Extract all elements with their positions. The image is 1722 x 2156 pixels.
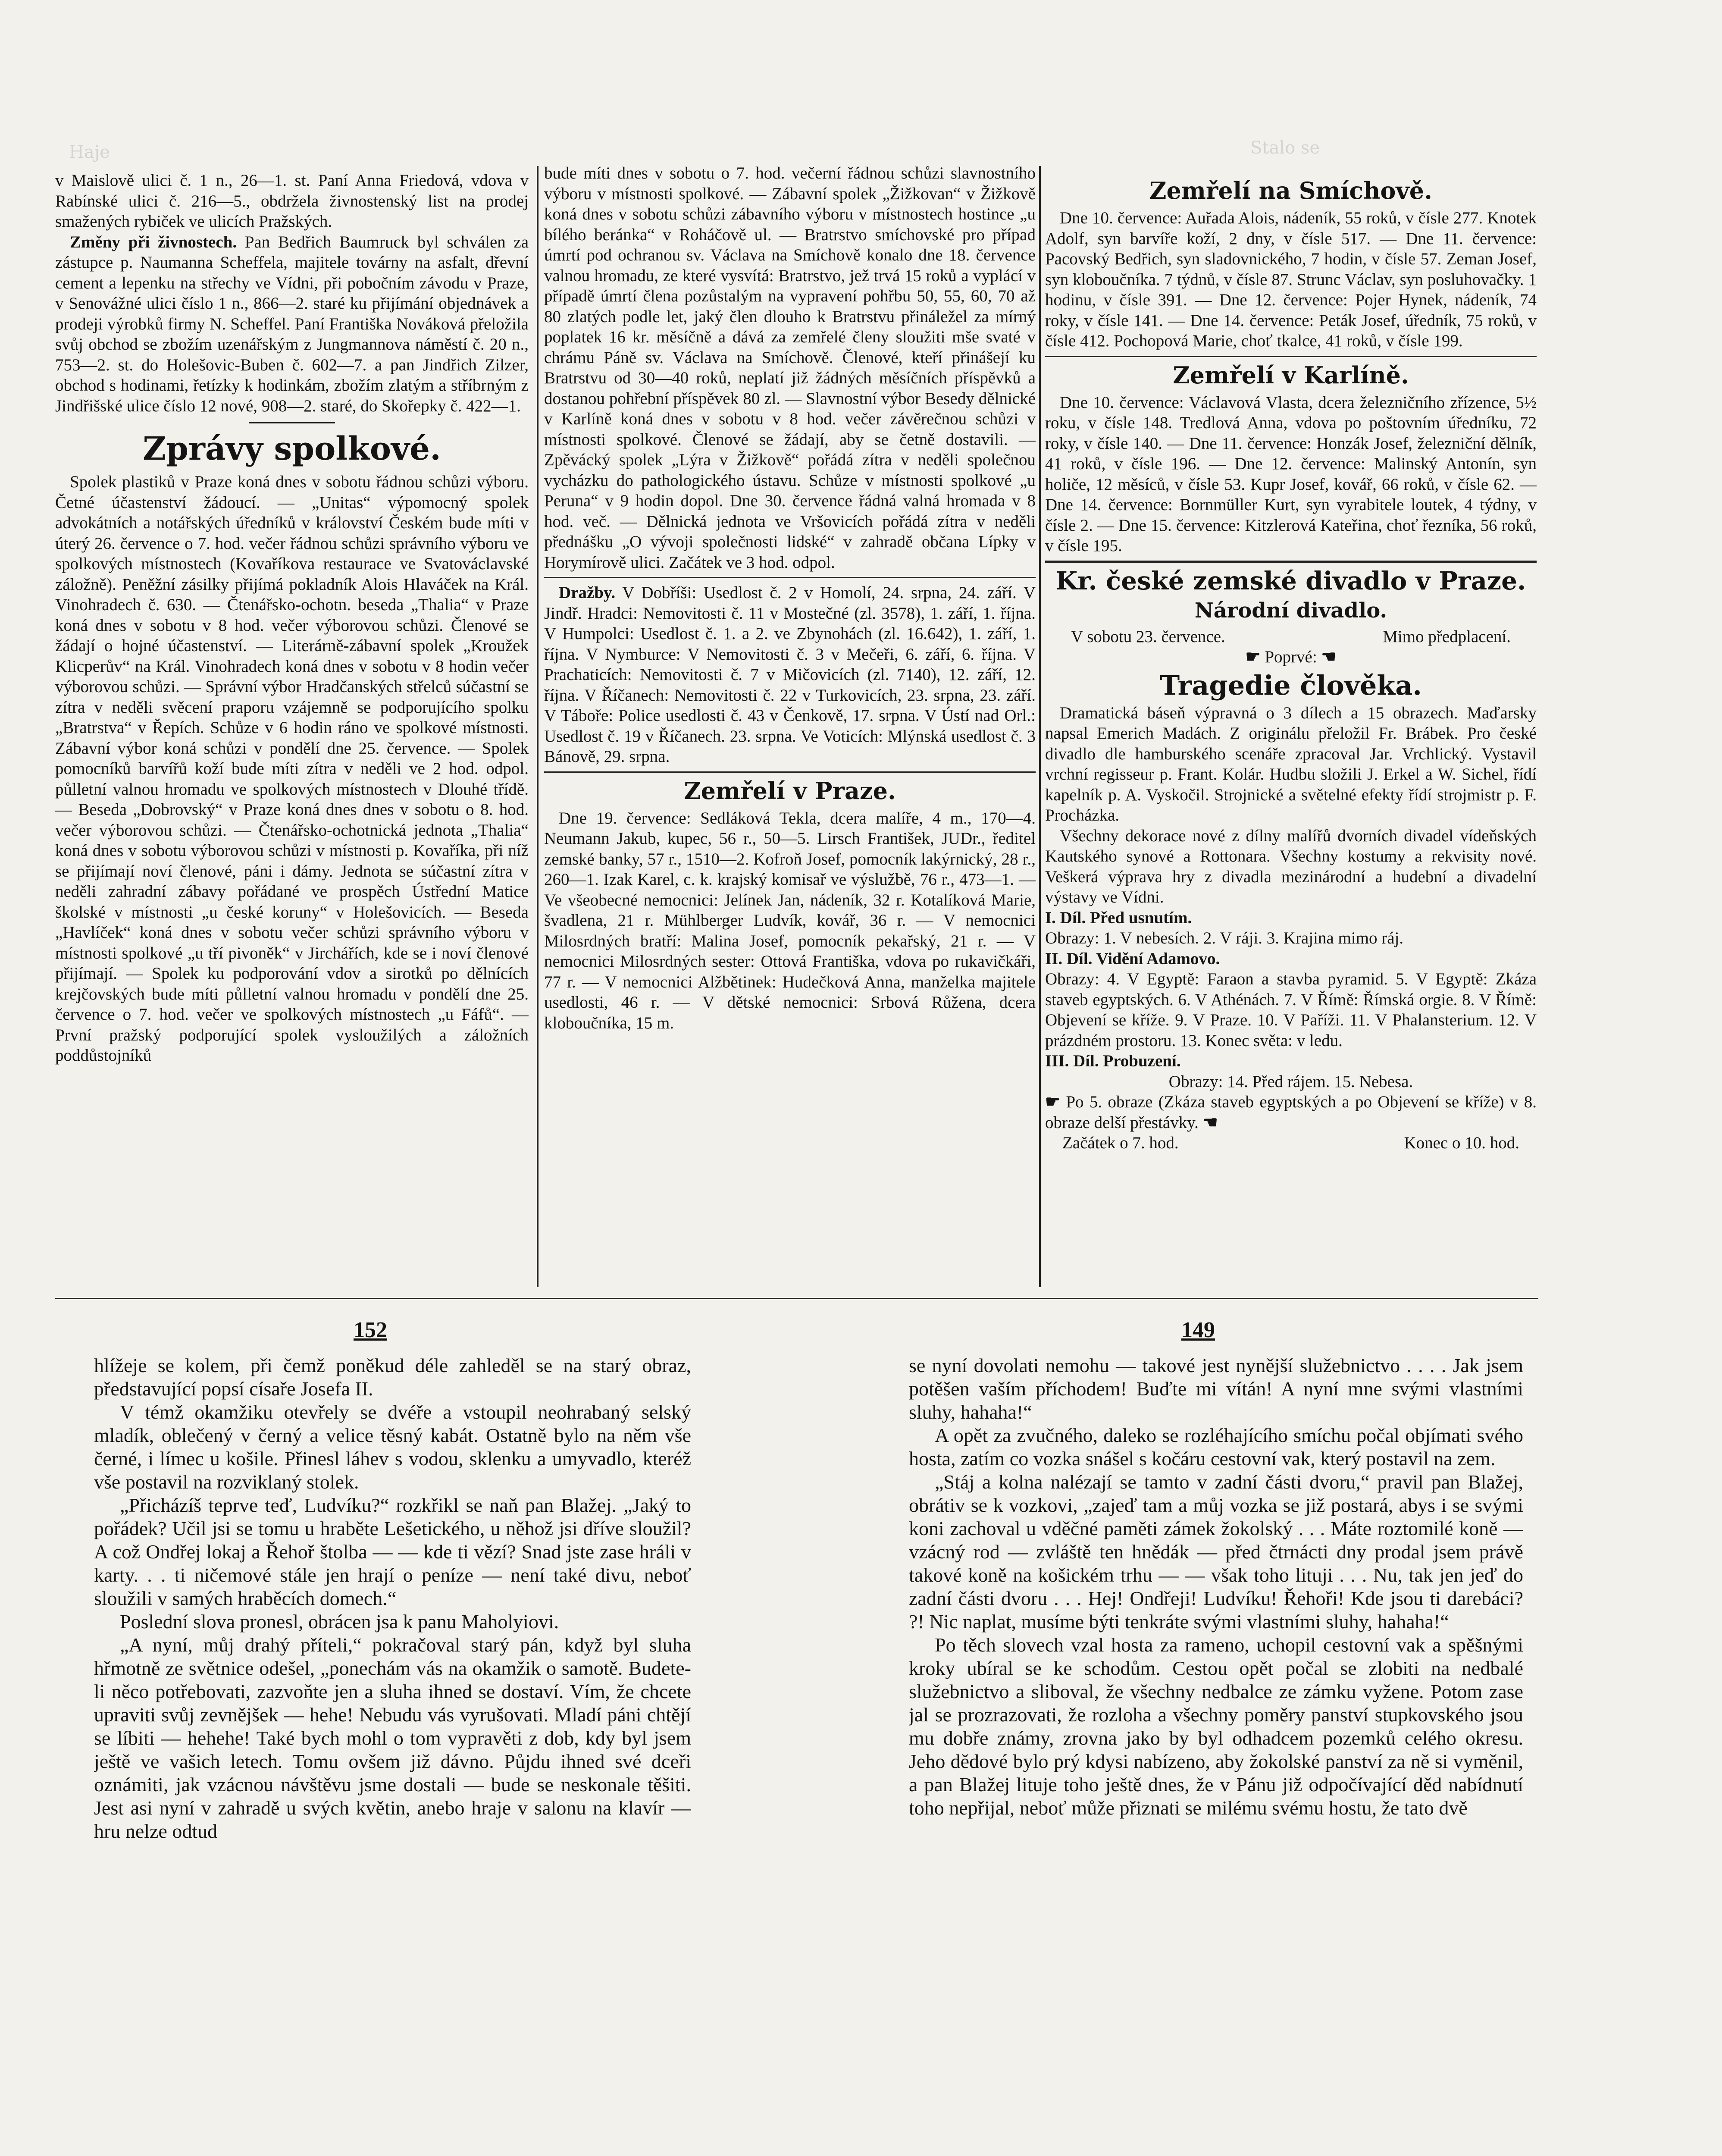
column-rule: [537, 166, 539, 1287]
novel-paragraph: Poslední slova pronesl, obrácen jsa k panu Maholyiovi.: [120, 1611, 559, 1633]
novel-paragraph: Po těch slovech vzal hosta za rameno, uchopil cestovní vak a spěšnými kroky ubíral se ke schodům. Cestou opět počal se zlobiti na nedbalé služebnictvo a sliboval, že všechny nedbalce ze zámku vyžene. Potom zase jal se prozrazovati, že rozloha a všechny poměry panství stupkovského jsou mu dobře známy, zrovna jako by byl odhadcem pozemků celého okresu. Jeho dědové bylo prý kdysi nabízeno, aby žokolské panství za ně si vyměnil, a pan Blažej lituje toho ještě dnes, že v Pánu již odpočívající děd nabídnutí toho nepřijal, neboť může přiznati se milému svému hostu, že tato dvě: [909, 1634, 1523, 1819]
news-column-2: [544, 163, 1036, 1293]
play-description: Dramatická báseň výpravná o 3 dílech a 15 obrazech. Maďarsky napsal Emerich Madách. Z originálu přeložil Fr. Brábek. Pro české divadlo dle hamburského scenáře zpracoval Jar. Vrchlický. Vystavil vrchní regisseur p. Frant. Kolár. Hudbu složili J. Erkel a W. Sichel, řídí kapelník p. A. Vyskočil. Strojnické a světelné efekty řídí strojmistr p. F. Procházka.: [1045, 703, 1537, 824]
novel-paragraph: hlížeje se kolem, při čemž poněkud déle zahleděl se na starý obraz, představující popsí císaře Josefa II.: [94, 1354, 691, 1400]
act-1-title: I. Díl. Před usnutím.: [1045, 908, 1192, 927]
theatre-subtitle: Národní divadlo.: [1194, 598, 1387, 623]
novel-paragraph: se nyní dovolati nemohu — takové jest nynější služebnictvo . . . . Jak jsem potěšen vaším příchodem! Buďte mi vítán! A nyní mne svými vlastními sluhy, hahaha!“: [909, 1354, 1523, 1423]
left-page-number: 152: [354, 1318, 387, 1342]
act-3-scenes: Obrazy: 14. Před rájem. 15. Nebesa.: [1168, 1072, 1413, 1091]
section-separator: [544, 577, 1036, 578]
act-1-scenes: Obrazy: 1. V nebesích. 2. V ráji. 3. Krajina mimo ráj.: [1045, 929, 1404, 947]
section-heading-deaths-prague: Zemřelí v Praze.: [684, 777, 896, 805]
intermission-note: Po 5. obraze (Zkáza staveb egyptských a po Objevení se kříže) v 8. obraze delší přestávky.: [1045, 1093, 1537, 1132]
deaths-karlin-paragraph: Dne 10. července: Václavová Vlasta, dcera železničního zřízence, 5½ roku, v čísle 148. Tredlová Anna, vdova po poštovním úředníku, 72 roky, v čísle 140. — Dne 11. července: Honzák Josef, železniční dělník, 41 roků, v čísle 196. — Dne 12. července: Malinský Antonín, syn holiče, 12 měsíců, v čísle 53. Kupr Josef, kovář, 66 roků, v čísle 62. — Dne 14. července: Bornmüller Kurt, syn vyrabitele loutek, 4 týdny, v čísle 2. — Dne 15. července: Kitzlerová Kateřina, choť řezníka, 56 roků, v čísle 195.: [1045, 393, 1537, 555]
act-2-scenes: Obrazy: 4. V Egyptě: Faraon a stavba pyramid. 5. V Egyptě: Zkáza staveb egyptských. 6. V Athénách. 7. V Římě: Římská orgie. 8. V Římě: Objevení se kříže. 9. V Praze. 10. V Paříži. 11. V Phalansterium. 12. V prázdném prostoru. 13. Konec světa: v ledu.: [1045, 970, 1537, 1050]
pointing-hand-icon: ☚: [1321, 648, 1337, 666]
deaths-smichov-paragraph: Dne 10. července: Auřada Alois, nádeník, 55 roků, v čísle 277. Knotek Adolf, syn barvíře koží, 2 dny, v čísle 517. — Dne 11. července: Pacovský Bedřich, syn sladovnického, 7 hodin, v čísle 57. Zeman Josef, syn kloboučníka. 7 týdnů, v čísle 87. Strunc Václav, syn posluhovačky. 1 hodinu, v čísle 391. — Dne 12. července: Pojer Hynek, nádeník, 74 roky, v čísle 141. — Dne 14. července: Peták Josef, úředník, 75 roků, v čísle 412. Pochopová Marie, choť tkalce, 41 roků, v čísle 199.: [1045, 209, 1537, 350]
bleed-through-text: Haje: [69, 142, 110, 162]
start-time: Začátek o 7. hod.: [1062, 1134, 1179, 1152]
bleed-through-text: Stalo se: [1250, 138, 1320, 158]
deaths-prague-paragraph: Dne 19. července: Sedláková Tekla, dcera malíře, 4 m., 170—4. Neumann Jakub, kupec, 56 r., 50—5. Lirsch František, JUDr., ředitel zemské banky, 57 r., 1510—2. Kofroň Josef, pomocník lakýrnický, 28 r., 260—1. Izak Karel, c. k. krajský komisař ve výslužbě, 76 r., 473—1. — Ve všeobecné nemocnici: Jelínek Jan, nádeník, 32 r. Kotalíková Marie, švadlena, 21 r. Mühlberger Ludvík, kovář, 36 r. — V nemocnici Milosrdných bratří: Malina Josef, pomocník pekařský, 21 r. — V nemocnici Milosrdných sester: Ottová Františka, vdova po rukavičkáři, 77 r. — V nemocnici Alžbětinek: Hudečková Anna, manželka majitele usedlosti, 46 r. — V dětské nemocnici: Srbová Růžena, dcera kloboučníka, 15 m.: [544, 808, 1036, 1032]
novel-paragraph: V témž okamžiku otevřely se dvéře a vstoupil neohrabaný selský mladík, oblečený v černý a velice těsný kabát. Ostatně bylo na něm vše černé, i límec u košile. Přinesl láhev s vodou, sklenku a umyvadlo, kteréž vše postavil na rozviklaný stolek.: [94, 1401, 691, 1493]
club-news-continued: bude míti dnes v sobotu o 7. hod. večerní řádnou schůzi slavnostního výboru v místnosti spolkové. — Zábavní spolek „Žižkovan“ v Žižkově koná dnes v sobotu schůzi zábavního výboru v místnostech hostince „u bílého beránka“ v Roháčově ul. — Bratrstvo smíchovské pro případ úmrtí pod ochranou sv. Václava na Smíchově konalo dne 18. července valnou hromadu, ze které vysvítá: Bratrstvo, jež trvá 15 roků a vyplácí v případě úmrtí člena pozůstalým na vypravení pohřbu 50, 55, 60, 70 až 80 zlatých podle let, jaký člen dlouho k Bratrstvu přináležel za mírný poplatek 16 kr. měsíčně a dává za zemřelé členy sloužiti mše svaté v chrámu Páně sv. Václava na Smíchově. Členové, kteří přinášejí ku Bratrstvu od 30—40 roků, neplatí již žádných měsíčních příspěvků a dostanou pohřební příspěvek 80 zl. — Slavnostní výbor Besedy dělnické v Karlíně koná dnes v sobotu v 8 hod. večer závěrečnou schůzi v místnosti spolkové. Členové se žádají, aby se četně dostavili. — Zpěvácký spolek „Lýra v Žižkově“ pořádá zítra v neděli společnou vycházku do pathologického ústavu. Schůze v místnosti spolkové „u Peruna“ v 9 hodin dopol. Dne 30. července řádná valná hromada v 8 hod. več. — Dělnická jednota ve Vršovicích pořádá zítra v neděli přednášku „O vývoji společnosti lidské“ v zahradě občana Lípky v Horymírově ulici. Začátek ve 3 hod. odpol.: [544, 164, 1036, 572]
novel-page-left: [94, 1354, 691, 2156]
auctions-paragraph: V Dobříši: Usedlost č. 2 v Homolí, 24. srpna, 24. září. V Jindř. Hradci: Nemovitosti č. 11 v Mostečné (zl. 3578), 1. září, 1. října. V Humpolci: Usedlost č. 1. a 2. ve Zbynohách (zl. 16.642), 1. září, 1. října. V Nymburce: V Nemovitosti č. 3 v Mečeři, 6. září, 6. října. V Prachaticích: Nemovitosti č. 7 v Mičovicích (zl. 7140), 12. září, 12. října. V Říčanech: Nemovitosti č. 22 v Turkovicích, 23. srpna, 23. září. V Táboře: Police usedlosti č. 43 v Čenkově, 17. srpna. V Ústí nad Orl.: Usedlost č. 19 v Říčanech. 23. srpna. Ve Voticích: Mlýnská usedlost č. 3 Bánově, 29. srpna.: [544, 583, 1036, 766]
club-news-paragraph: Spolek plastiků v Praze koná dnes v sobotu řádnou schůzi výboru. Četné účastenství žádoucí. — „Unitas“ výpomocný spolek advokátních a notářských úředníků v království Českém bude míti v úterý 26. července o 7. hod. večer řádnou schůzi správního výboru ve spolkových místnostech (Kovaříkova restaurace ve Svatováclavské záložně). Peněžní zásilky přijímá pokladník Alois Hlaváček na Král. Vinohradech č. 630. — Čtenářsko-ochotn. beseda „Thalia“ v Praze koná dnes v sobotu v 8 hod. večer výborovou schůzi. Členové se žádají o hojné účastenství. — Literárně-zábavní spolek „Kroužek Klicperův“ na Král. Vinohradech koná dnes v sobotu v 8 hodin večer výborovou schůzi. — Správní výbor Hradčanských střelců súčastní se zítra v neděli svěcení praporu vzájemně se podporujícího spolku „Bratrstva“ v Řepích. Schůze v 6 hodin ráno ve spolkové místnosti. Zábavní výbor koná schůzi v pondělí dne 25. července. — Spolek pomocníků barvířů koží bude míti zítra v neděli ve 2 hod. odpol. půlletní valnou hromadu ve spolkových místnostech v Dlouhé třídě. — Beseda „Dobrovský“ v Praze koná dnes dnes v sobotu o 8. hod. večer výborovou schůzi. — Čtenářsko-ochotnická jednota „Thalia“ koná dnes v sobotu výborovou schůzi v místnosti p. Kovaříka, při níž se přijímají noví členové, páni i dámy. Jednota se súčastní zítra v neděli zahradní zábavy pořádané ve prospěch Ústřední Matice školské v místnosti „u české koruny“ v Holešovicích. — Beseda „Havlíček“ koná dnes v sobotu večer schůzi správního výboru v místnosti spolkové „u tří pivoněk“ v Jirchářích, kde se i noví členové přijímají. — Spolek ku podporování vdov a sirotků po dělnících krejčovských bude míti půlletní valnou hromadu v pondělí dne 25. července o 7. hod. večer ve spolkových místnostech „u Fáfů“. — První pražský podporující spolek vysloužilých a záložních poddůstojníků: [55, 473, 529, 1065]
news-column-3: [1045, 172, 1537, 1302]
section-separator: [1045, 356, 1537, 357]
pointing-hand-icon: ☛: [1045, 1093, 1060, 1111]
theatre-title: Kr. české zemské divadlo v Praze.: [1055, 566, 1526, 595]
novel-paragraph: „Stáj a kolna nalézají se tamto v zadní části dvoru,“ pravil pan Blažej, obrátiv se k vozkovi, „zajeď tam a můj vozka se již postará, abys i se svými koni zachoval u vděčné paměti zámek žokolský . . . Máte roztomilé koně — vzácný rod — zvláště ten hnědák — před čtrnácti dny prodal jsem právě takové koně na košickém trhu — — však toho lituji . . . Nu, tak jen jeď do zadní části dvoru . . . Hej! Ondřeji! Ludvíku! Řehoři! Kde jsou ti darebáci? ?! Nic naplat, musíme býti tenkráte svými vlastními sluhy, hahaha!“: [909, 1471, 1523, 1633]
section-heading-deaths-karlin: Zemřelí v Karlíně.: [1173, 361, 1409, 389]
pointing-hand-icon: ☚: [1202, 1113, 1218, 1132]
novel-paragraph: A opět za zvučného, daleko se rozléhajícího smíchu počal objímati svého hosta, zatím co vozka snášel s kočáru cestovní vak, který postavil na zem.: [909, 1424, 1523, 1470]
play-production-note: Všechny dekorace nové z dílny malířů dvorních divadel vídeňských Kautského synové a Rottonara. Všechny kostumy a rekvisity nové. Veškerá výprava hry z divadla mezinárodní a hudební a divadelní výstavy ve Vídni.: [1045, 826, 1537, 906]
right-page-number: 149: [1181, 1318, 1215, 1342]
section-separator: [544, 771, 1036, 773]
act-3-title: III. Díl. Probuzení.: [1045, 1052, 1181, 1070]
section-heading-deaths-smichov: Zemřelí na Smíchově.: [1149, 177, 1432, 204]
page-divider: [55, 1298, 1538, 1299]
pointing-hand-icon: ☛: [1245, 648, 1261, 666]
section-separator: [1045, 561, 1537, 563]
end-time: Konec o 10. hod.: [1404, 1134, 1519, 1152]
section-heading-club-news: Zprávy spolkové.: [143, 430, 441, 467]
trade-changes-paragraph: Pan Bedřich Baumruck byl schválen za zástupce p. Naumanna Scheffela, majitele továrny na asfalt, dřevní cement a lepenku na střechy ve Vídni, při pobočním závodu v Praze, v Senovážné ulici číslo 1 n., 866—2. staré ku přijímání objednávek a prodeji výrobků firmy N. Scheffel. Paní Františka Nováková přeložila svůj obchod se zbožím uzenářským z Jungmannova náměstí č. 20 n., 753—2. st. do Holešovic-Buben č. 602—7. a pan Jindřich Zilzer, obchod s hodinami, řetízky k hodinkám, zbožím zlatým a stříbrným z Jindřišské ulice číslo 12 nové, 908—2. staré, do Skořepky č. 422—1.: [55, 232, 529, 415]
column-rule: [1039, 166, 1041, 1287]
trade-license-paragraph: v Maislově ulici č. 1 n., 26—1. st. Paní Anna Friedová, vdova v Rabínské ulici č. 216—5., obdržela živnostenský list na prodej smažených rybiček ve ulicích Pražských.: [55, 171, 529, 231]
novel-paragraph: „Přicházíš teprve teď, Ludvíku?“ rozkřikl se naň pan Blažej. „Jaký to pořádek? Učil jsi se tomu u hraběte Lešetického, u něhož jsi dříve sloužil? A což Ondřej lokaj a Řehoř štolba — — kde ti vězí? Snad jste zase hráli v karty. . . ti ničemové stále jen hrají o peníze — není také divu, neboť sloužili v samých hraběcích domech.“: [94, 1494, 691, 1609]
subheading-trade-changes: Změny při živnostech.: [70, 232, 237, 251]
play-title: Tragedie člověka.: [1159, 669, 1422, 701]
novel-paragraph: „A nyní, můj drahý příteli,“ pokračoval starý pán, když byl sluha hřmotně ze světnice odešel, „ponechám vás na okamžik o samotě. Budete-li něco potřebovati, zazvoňte jen a sluha ihned se dostaví. Vím, že chcete upraviti svůj zevnějšek — hehe! Nebudu vás vyrušovati. Mladí páni chtějí se líbiti — hehehe! Také bych mohl o tom vypravěti z dob, kdy byl jsem ještě ve vašich letech. Tomu ovšem již dávno. Půjdu ihned své dceři oznámiti, jak vzácnou návštěvu jsme dostali — bude se neskonale těšiti. Jest asi nyní v zahradě u svých květin, anebo hraje v salonu na klavír — hru nelze odtud: [94, 1634, 691, 1842]
performance-date: V sobotu 23. července.: [1071, 627, 1225, 646]
subheading-auctions: Dražby.: [559, 583, 616, 602]
short-rule: [249, 422, 335, 423]
act-2-title: II. Díl. Vidění Adamovo.: [1045, 949, 1220, 968]
news-column-1: [55, 170, 529, 1291]
premiere-label: Poprvé:: [1265, 648, 1317, 666]
novel-page-right: [909, 1354, 1523, 2156]
subscription-note: Mimo předplacení.: [1383, 627, 1511, 646]
